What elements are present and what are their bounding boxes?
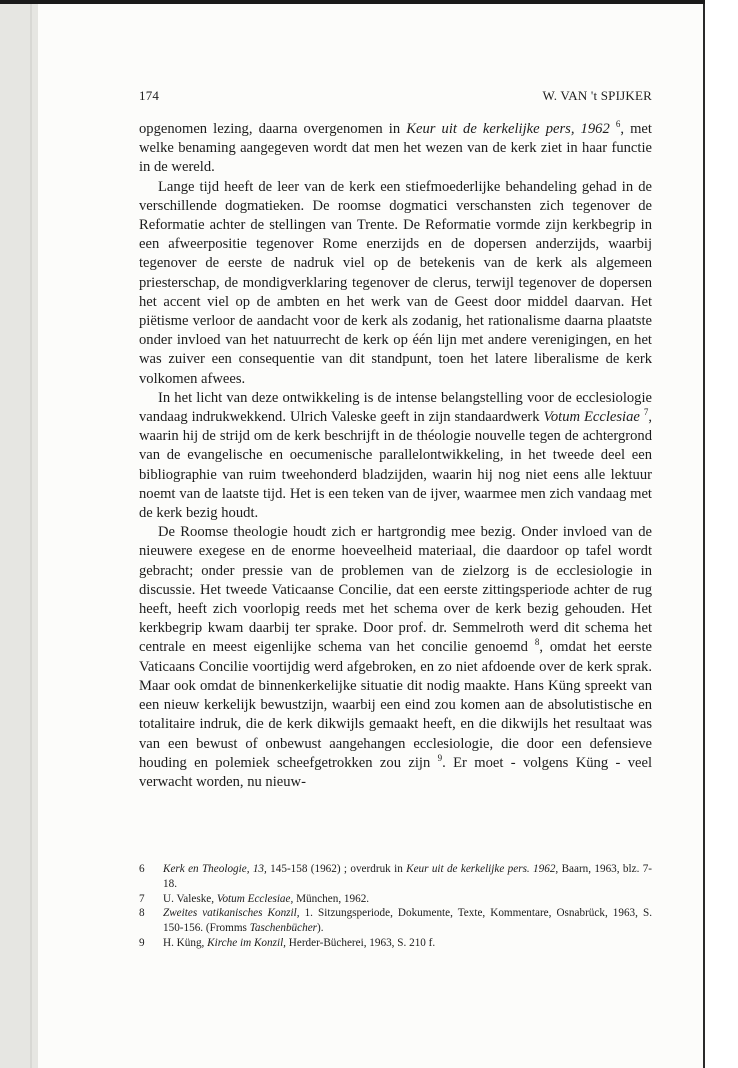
footnote-ref-6: 6 [615,119,621,129]
paragraph-2-text: Lange tijd heeft de leer van de kerk een stiefmoederlijke behandeling gehad in de verschillende dogmatieken. De roomse dogmatici verschansten zich tegenover de Reformatie achter de stellingen van Trente. De Reformatie vormde zijn kerkbegrip in een afweerpositie tegenover Rome enerzijds en de dopersen anderzijds, waarbij tegenover de eerste de nadruk viel op de betekenis van de kerk als algemeen priesterschap, de mondigverklaring tegenover de clerus, terwijl tegenover de dopersen het accent viel op de ambten en het werk van de Geest door middel daarvan. Het piëtisme verloor de aandacht voor de kerk als zodanig, het rationalisme daarna plaatste onder invloed van het natuurrecht de kerk op één lijn met andere verenigingen, en het was zuiver een consequentie van dit standpunt, toen het latere liberalisme de kerk volkomen afwees. [139,178,652,387]
scan-right-edge [703,0,705,1068]
paragraph-3-text-b: , waarin hij de strijd om de kerk beschrijft in de théologie nouvelle tegen de achtergrond van de evangelische en oecumenische parallelontwikkeling, in het tweede deel een bibliographie van ruim tweehonderd bladzijden, waarin hij nog niet eens alle lektuur noemt van de laatste tijd. Het is een teken van de ijver, waarmee men zich vandaag met de kerk bezig houdt. [139,409,652,522]
footnote-italic: Taschenbücher [249,922,318,935]
footnote-9 [139,936,652,951]
journal-title: Keur uit de kerkelijke pers, 1962 [406,121,610,137]
scan-right-margin [703,0,738,1068]
paragraph-2 [139,178,652,389]
footnote-number: 6 [139,863,145,875]
footnote-number: 7 [139,892,145,905]
footnote-italic: Zweites vatikanisches Konzil, [163,907,300,920]
scan-left-margin [0,0,38,1068]
footnote-ref-7: 7 [643,407,649,418]
footnote-italic: Kirche im Konzil, [207,936,286,949]
footnote-italic: Votum Ecclesiae, [216,892,294,905]
footnote-italic: Keur uit de kerkelijke pers. 1962, [406,863,559,875]
footnote-6 [139,862,652,892]
paragraph-1-text-a: opgenomen lezing, daarna overgenomen in [139,121,407,137]
paragraph-4-text-a: De Roomse theologie houdt zich er hartgrondig mee bezig. Onder invloed van de nieuwere exegese en de enorme hoeveelheid materiaal, die daardoor op tafel wordt gebracht; onder pressie van de problemen van de zielzorg is de ecclesiologie in discussie. Het tweede Vaticaanse Concilie, dat een eerste zittingsperiode achter de rug heeft, heeft zich voorlopig reeds met het schema over de kerk bezig gehouden. Het kerkbegrip kwam daarbij ter sprake. Door prof. dr. Semmelroth werd dit schema het centrale en meest eigenlijke schema van het concilie genoemd [139,524,652,656]
paragraph-1-text-b: , met welke benaming aangegeven wordt dat men het wezen van de kerk ziet in haar functie in de wereld. [139,121,652,176]
footnote-number: 9 [139,936,145,949]
page-number: 174 [139,88,160,103]
footnote-text: München, 1962. [293,892,370,905]
footnote-text: H. Küng, [163,936,208,949]
running-head: W. VAN 't SPIJKER [542,88,652,103]
paragraph-1 [139,120,652,178]
footnote-text: Herder-Bücherei, 1963, S. 210 f. [285,936,436,949]
footnotes [139,862,652,951]
footnote-italic: Kerk en Theologie, 13, [163,863,267,875]
scan-top-edge [0,0,705,4]
footnote-number: 8 [139,907,145,920]
paragraph-3 [139,389,652,523]
footnote-8 [139,906,652,936]
paragraph-4-text-b: , omdat het eerste Vaticaans Concilie voortijdig werd afgebroken, en zo niet afdoende over de kerk sprak. Maar ook omdat de binnenkerkelijke situatie dit nodig maakte. Hans Küng spreekt van een nieuw kerkelijk bewustzijn, waarbij een eind zou komen aan de absolutistische en totalitaire indruk, die de kerk dikwijls gemaakt heeft, en die dikwijls het resultaat was van een bewust of onbewust aangehangen ecclesiologie, die door een defensieve houding en polemiek scheefgetrokken zou zijn [139,639,652,771]
body-text [139,120,652,792]
footnote-text: ). [317,922,324,935]
footnote-7 [139,892,652,907]
page-header [139,88,652,108]
paragraph-4 [139,523,652,792]
scan-left-edge [30,0,32,1068]
footnote-text: Baarn, 1963, blz. 7-18. [163,863,653,890]
footnote-text: 145-158 (1962) ; overdruk in [266,863,407,875]
footnote-ref-9: 9 [437,752,443,763]
footnote-text: U. Valeske, [163,892,217,905]
paragraph-4-text-c: . Er moet - volgens Küng - veel verwacht worden, nu nieuw- [139,754,652,790]
paragraph-3-text-a: In het licht van deze ontwikkeling is de intense belangstelling voor de ecclesiologie vandaag indrukwekkend. Ulrich Valeske geeft in zijn standaardwerk [139,389,652,426]
footnote-ref-8: 8 [534,637,540,648]
book-title: Votum Ecclesiae [543,409,640,426]
footnote-text: 1. Sitzungsperiode, Dokumente, Texte, Kommentare, Osnabrück, 1963, S. 150-156. (Fromms [163,907,652,935]
